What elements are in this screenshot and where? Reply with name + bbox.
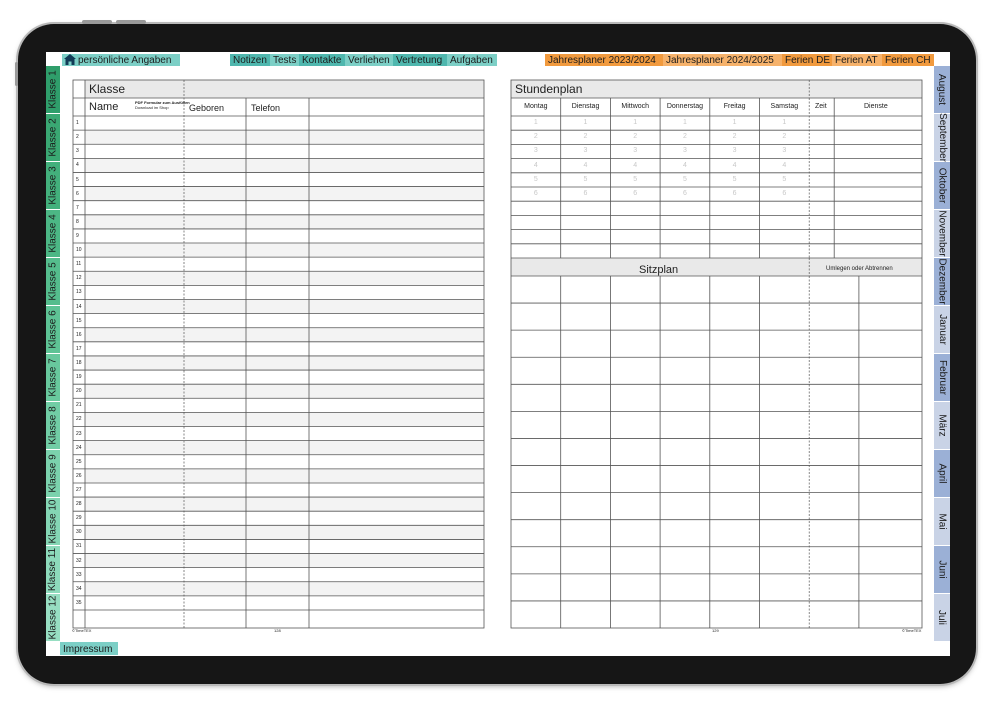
tab-year-planner-2024[interactable]: Jahresplaner 2024/2025	[663, 54, 782, 66]
row-number: 10	[76, 247, 82, 254]
timetable-border	[511, 80, 922, 628]
period-number: 6	[583, 190, 588, 197]
period-number: 2	[682, 133, 687, 141]
row-number: 17	[76, 345, 82, 352]
tab-holidays-ch[interactable]: Ferien CH	[882, 54, 934, 66]
home-icon	[64, 54, 76, 65]
class-list-grid	[72, 79, 486, 635]
tab-month-3[interactable]: Oktober	[934, 162, 950, 209]
tab-notes[interactable]: Notizen	[230, 54, 270, 66]
student-row-shade	[85, 130, 484, 144]
tab-tasks[interactable]: Aufgaben	[447, 54, 497, 66]
personal-info-label: persönliche Angaben	[78, 55, 172, 66]
tab-month-8[interactable]: März	[934, 402, 950, 449]
tab-class-6[interactable]: Klasse 6	[46, 306, 60, 353]
period-number: 2	[732, 133, 737, 141]
row-number: 23	[76, 430, 82, 437]
period-number: 5	[533, 175, 538, 183]
period-number: 6	[533, 190, 538, 197]
tab-class-10[interactable]: Klasse 10	[47, 499, 59, 544]
student-row-shade	[85, 582, 484, 596]
row-number: 31	[76, 543, 82, 550]
row-number: 30	[76, 529, 82, 536]
student-row-shade	[85, 271, 484, 285]
period-number: 6	[782, 190, 787, 197]
page-number-left: 128	[274, 628, 281, 633]
row-number: 26	[76, 472, 82, 479]
tab-class-4[interactable]: Klasse 4	[46, 210, 60, 257]
tab-class-8[interactable]: Klasse 8	[46, 402, 60, 449]
row-number: 18	[76, 360, 82, 366]
volume-down-button	[116, 20, 146, 24]
period-number: 1	[682, 119, 687, 126]
pdf-form-note: PDF Formular zum Ausfüllen	[135, 100, 190, 105]
tab-year-planner-2023[interactable]: Jahresplaner 2023/2024	[545, 54, 663, 66]
day-header-samstag: Samstag	[770, 103, 799, 110]
row-number: 32	[76, 557, 82, 564]
period-number: 1	[533, 119, 538, 126]
born-column-header: Geboren	[189, 103, 225, 113]
period-number: 3	[782, 147, 787, 155]
tab-class-12[interactable]: Klasse 12	[47, 595, 59, 640]
row-number: 19	[76, 374, 82, 381]
row-number: 29	[76, 515, 82, 522]
duties-column-header: Dienste	[864, 103, 888, 110]
period-number: 5	[633, 175, 638, 183]
period-number: 6	[682, 190, 687, 197]
tab-tests[interactable]: Tests	[270, 54, 299, 66]
student-row-shade	[85, 328, 484, 342]
tab-class-1[interactable]: Klasse 1	[46, 66, 60, 113]
period-number: 2	[782, 133, 787, 141]
student-row-shade	[85, 525, 484, 539]
tab-substitution[interactable]: Vertretung	[393, 54, 447, 66]
row-number: 8	[76, 218, 79, 225]
tab-class-3[interactable]: Klasse 3	[46, 162, 60, 209]
period-number: 2	[583, 133, 588, 141]
row-number: 27	[76, 487, 82, 494]
right-page-timetable	[510, 79, 924, 635]
tab-class-11[interactable]: Klasse 11	[47, 547, 59, 592]
row-number: 35	[76, 599, 82, 606]
row-number: 9	[76, 232, 79, 239]
tab-contacts[interactable]: Kontakte	[299, 54, 345, 66]
timetable-and-seating-grid	[510, 79, 924, 635]
row-number: 28	[76, 501, 82, 508]
phone-column-header: Telefon	[251, 103, 281, 113]
row-number: 4	[76, 162, 79, 169]
period-number: 4	[633, 161, 638, 169]
row-number: 20	[76, 388, 82, 395]
class-title: Klasse	[89, 82, 126, 96]
copyright-right: ©TimeTEX	[902, 628, 922, 633]
planner-screen	[46, 52, 950, 656]
student-row-shade	[85, 243, 484, 257]
row-number: 33	[76, 571, 82, 578]
period-number: 2	[633, 133, 638, 141]
student-row-shade	[85, 158, 484, 172]
student-row-shade	[85, 469, 484, 483]
row-number: 24	[76, 444, 82, 451]
row-number: 21	[76, 402, 82, 409]
row-number: 7	[76, 204, 79, 211]
period-number: 1	[633, 119, 638, 126]
student-row-shade	[85, 412, 484, 426]
tab-month-9[interactable]: April	[934, 450, 950, 497]
tab-holidays-at[interactable]: Ferien AT	[832, 54, 882, 66]
tab-month-10[interactable]: Mai	[934, 498, 950, 545]
seating-plan-note: Umlegen oder Abtrennen	[826, 266, 893, 272]
tab-class-7[interactable]: Klasse 7	[46, 354, 60, 401]
row-number: 15	[76, 317, 82, 324]
period-number: 5	[782, 175, 787, 183]
tab-class-5[interactable]: Klasse 5	[46, 258, 60, 305]
home-tab[interactable]	[62, 54, 180, 66]
period-number: 1	[782, 119, 787, 126]
volume-up-button	[82, 20, 112, 24]
row-number: 14	[76, 303, 82, 310]
period-number: 4	[533, 161, 538, 169]
row-number: 12	[76, 275, 82, 282]
period-number: 2	[533, 133, 538, 141]
day-header-freitag: Freitag	[723, 103, 746, 110]
student-row-shade	[85, 497, 484, 511]
tab-month-12[interactable]: Juli	[934, 594, 950, 641]
day-header-dienstag: Dienstag	[571, 103, 600, 110]
student-row-shade	[85, 441, 484, 455]
tab-class-9[interactable]: Klasse 9	[46, 450, 60, 497]
tab-month-5[interactable]: Dezember	[934, 258, 950, 305]
page-number-right: 129	[712, 628, 719, 633]
period-number: 5	[583, 175, 588, 183]
row-number: 2	[76, 134, 79, 141]
period-number: 5	[682, 175, 687, 183]
tab-holidays-de[interactable]: Ferien DE	[782, 54, 832, 66]
period-number: 1	[732, 119, 737, 126]
day-header-montag: Montag	[524, 103, 548, 110]
row-number: 3	[76, 148, 79, 155]
period-number: 4	[583, 161, 588, 169]
period-number: 4	[732, 161, 737, 169]
student-row-shade	[85, 215, 484, 229]
pdf-download-note: Download im Shop	[135, 105, 169, 110]
tab-month-6[interactable]: Januar	[934, 306, 950, 353]
period-number: 3	[633, 147, 638, 155]
tab-class-2[interactable]: Klasse 2	[46, 114, 60, 161]
day-header-mittwoch: Mittwoch	[621, 103, 650, 110]
student-row-shade	[85, 554, 484, 568]
row-number: 13	[76, 289, 82, 296]
row-number: 11	[76, 261, 82, 268]
period-number: 5	[732, 175, 737, 183]
period-number: 3	[533, 147, 538, 155]
period-number: 4	[682, 161, 687, 169]
left-page-class-list	[72, 79, 486, 635]
tab-month-2[interactable]: September	[934, 114, 950, 161]
seating-plan-title: Sitzplan	[639, 264, 679, 276]
row-number: 1	[76, 120, 79, 127]
impressum-tab[interactable]: Impressum	[60, 642, 118, 655]
period-number: 1	[583, 119, 588, 126]
row-number: 16	[76, 331, 82, 338]
student-row-shade	[85, 356, 484, 370]
period-number: 6	[732, 190, 737, 197]
tab-month-4[interactable]: November	[934, 210, 950, 257]
tab-month-1[interactable]: August	[934, 66, 950, 113]
period-number: 3	[682, 147, 687, 155]
row-number: 34	[76, 585, 82, 592]
copyright-left: ©TimeTEX	[72, 628, 92, 633]
row-number: 6	[76, 190, 79, 197]
student-row-shade	[85, 299, 484, 313]
timetable-title: Stundenplan	[515, 82, 583, 96]
day-header-donnerstag: Donnerstag	[666, 103, 704, 110]
tab-month-11[interactable]: Juni	[934, 546, 950, 593]
top-tab-bar	[46, 52, 950, 66]
period-number: 6	[633, 190, 638, 197]
student-row-shade	[85, 187, 484, 201]
period-number: 3	[583, 147, 588, 155]
row-number: 5	[76, 176, 79, 183]
tab-month-7[interactable]: Februar	[934, 354, 950, 401]
time-column-header: Zeit	[815, 103, 827, 110]
period-number: 3	[732, 147, 737, 155]
row-number: 22	[76, 416, 82, 423]
class-title-band	[85, 80, 484, 98]
student-row-shade	[85, 384, 484, 398]
tab-lent[interactable]: Verliehen	[345, 54, 393, 66]
name-column-header: Name	[89, 101, 119, 113]
row-number: 25	[76, 458, 82, 465]
power-button	[15, 62, 18, 86]
period-number: 4	[782, 161, 787, 169]
